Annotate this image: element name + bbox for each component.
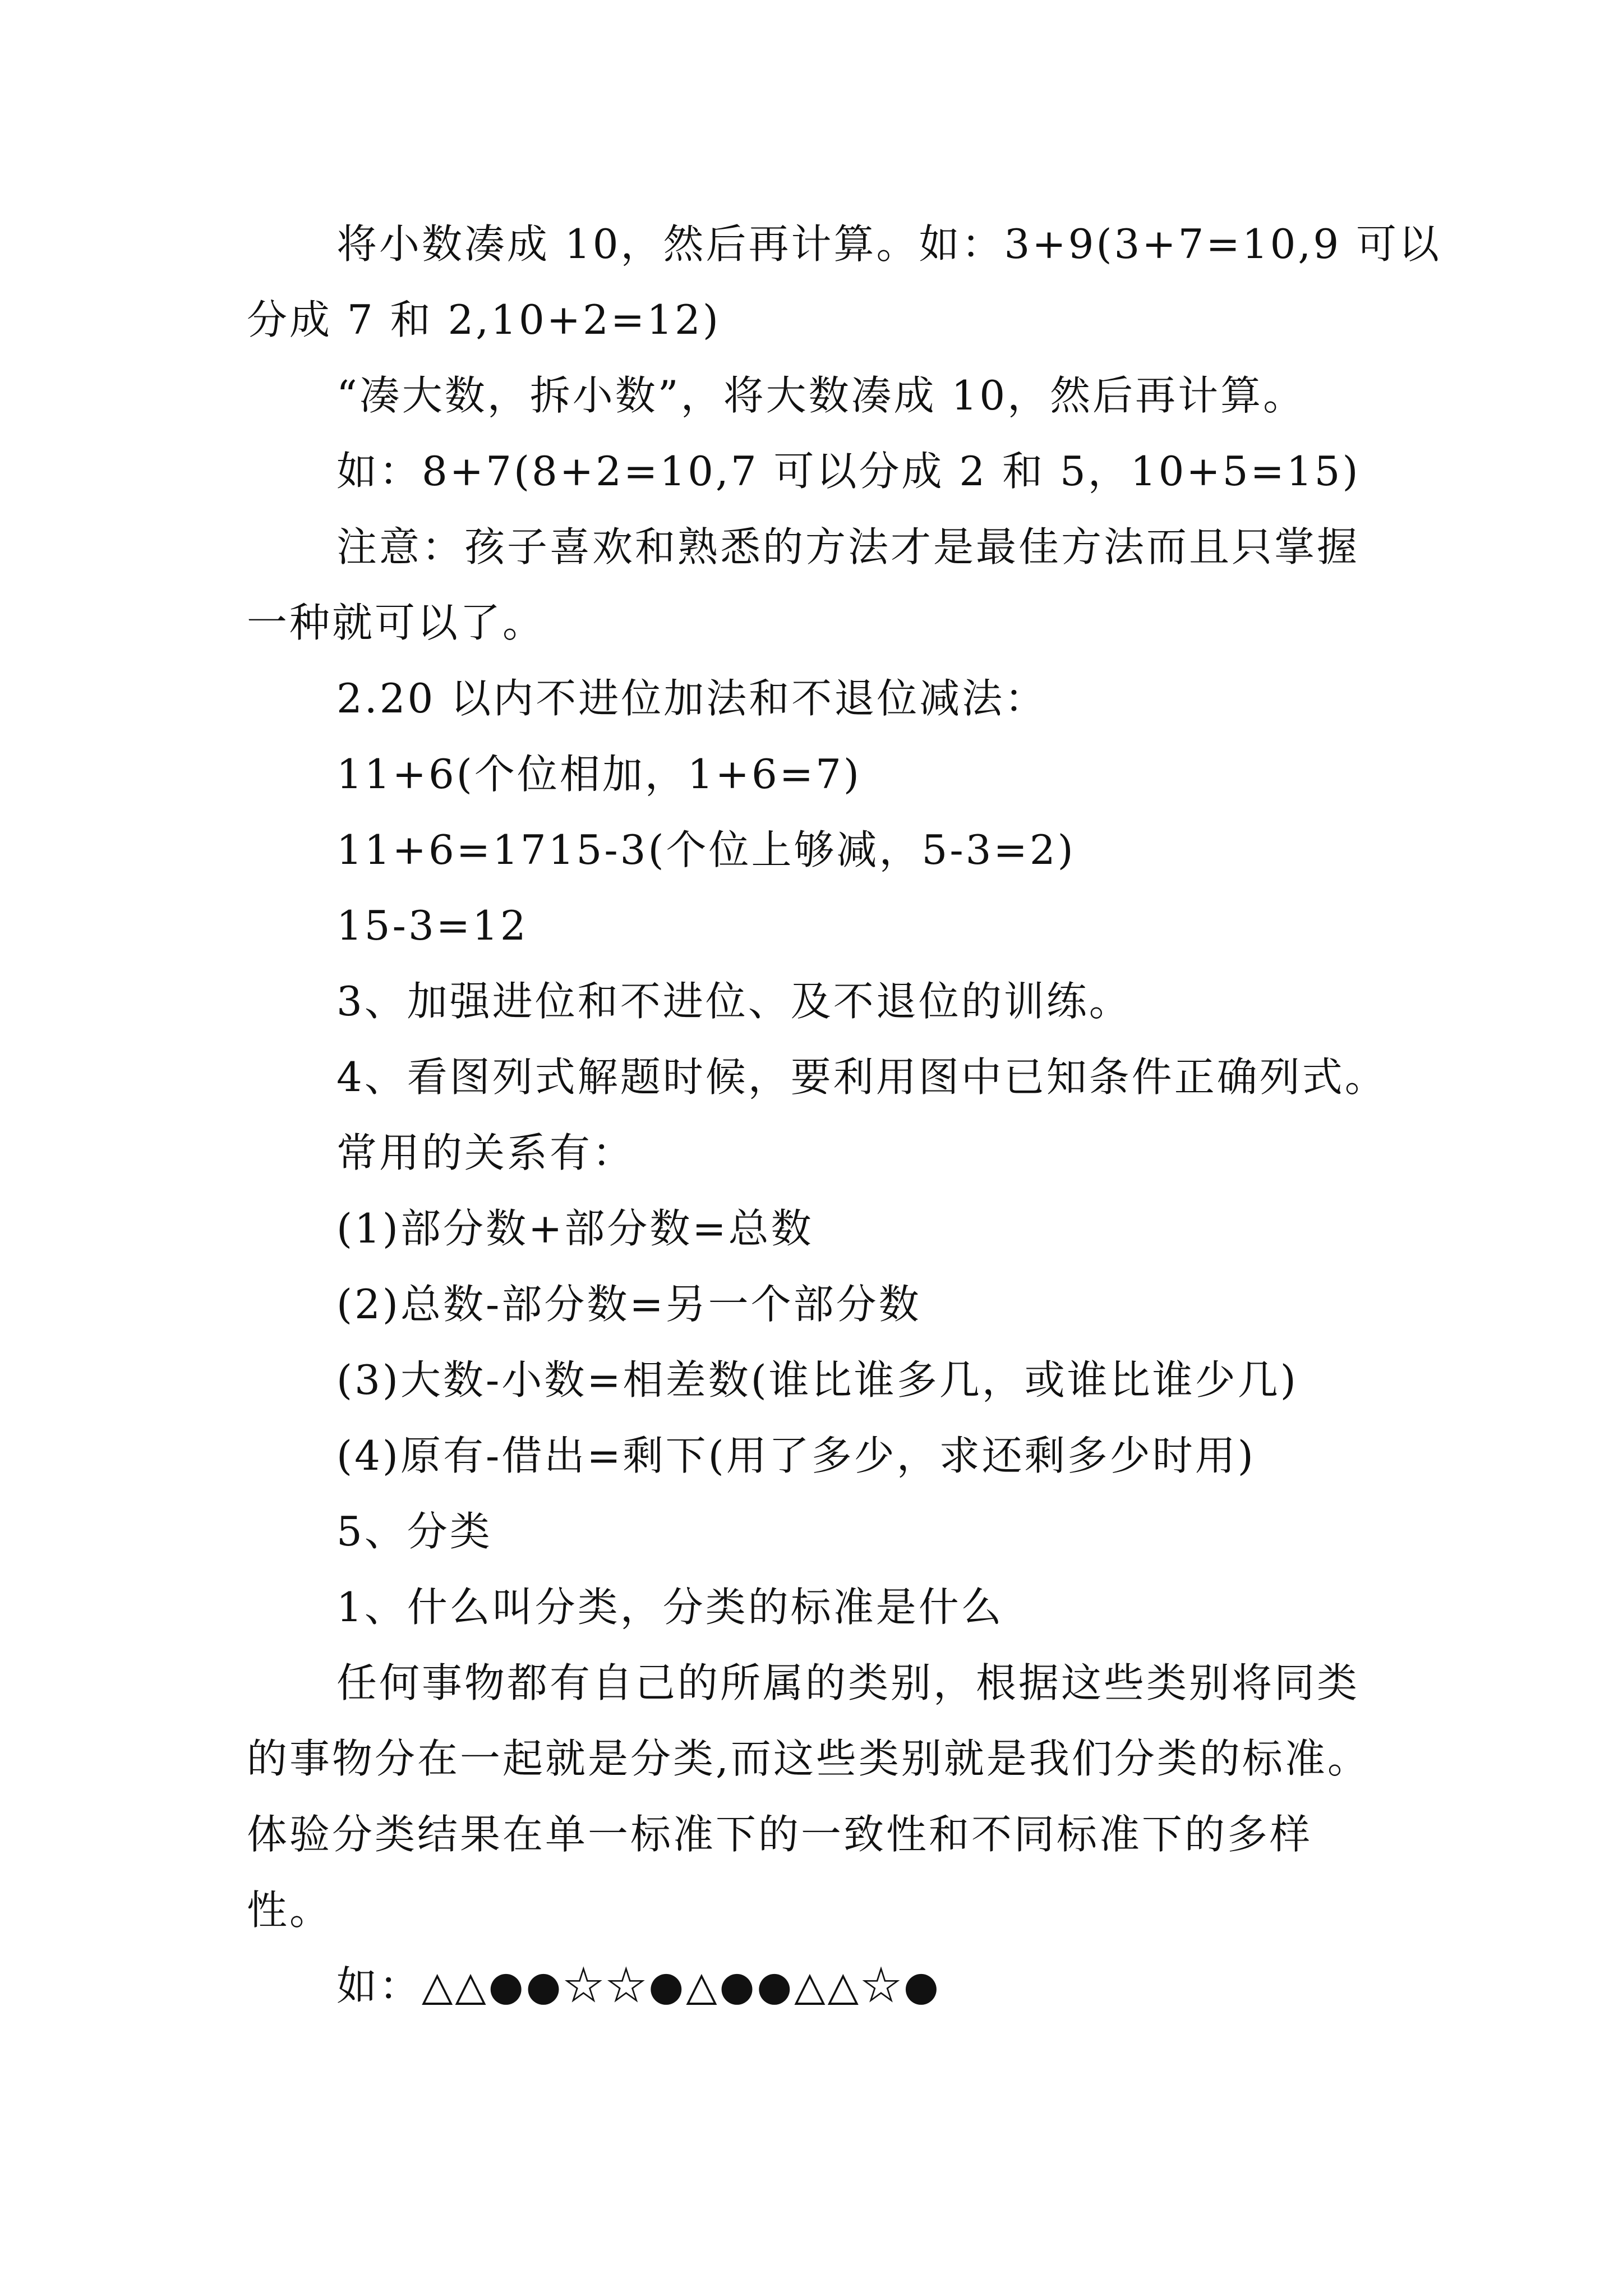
- text-line: 注意：孩子喜欢和熟悉的方法才是最佳方法而且只掌握: [336, 523, 1360, 570]
- text-line: 将小数凑成 10，然后再计算。如：3+9(3+7=10,9 可以: [336, 220, 1442, 268]
- text-line: 2.20 以内不进位加法和不退位减法：: [336, 675, 1048, 722]
- text-line: 一种就可以了。: [247, 599, 546, 646]
- text-line: 常用的关系有：: [336, 1129, 635, 1176]
- text-line: (1)部分数+部分数=总数: [336, 1205, 814, 1252]
- text-line: “凑大数，拆小数”，将大数凑成 10，然后再计算。: [336, 372, 1306, 419]
- text-line: 11+6(个位相加，1+6=7): [336, 751, 862, 798]
- text-line: 任何事物都有自己的所属的类别，根据这些类别将同类: [336, 1659, 1360, 1706]
- text-line: 的事物分在一起就是分类,而这些类别就是我们分类的标准。: [247, 1735, 1370, 1782]
- text-line: 1、什么叫分类，分类的标准是什么: [336, 1584, 1004, 1631]
- text-line: 5、分类: [336, 1508, 492, 1555]
- text-line: 性。: [247, 1887, 333, 1934]
- text-line: (3)大数-小数=相差数(谁比谁多几，或谁比谁少几): [336, 1356, 1298, 1404]
- text-line: 分成 7 和 2,10+2=12): [247, 296, 721, 343]
- text-line: (2)总数-部分数=另一个部分数: [336, 1281, 921, 1328]
- text-line: 11+6=1715-3(个位上够减，5-3=2): [336, 826, 1076, 873]
- text-line: 15-3=12: [336, 902, 528, 949]
- text-line: 体验分类结果在单一标准下的一致性和不同标准下的多样: [247, 1811, 1313, 1858]
- text-line: 如：△△●●☆☆●△●●△△☆●: [336, 1962, 941, 2009]
- text-line: 3、加强进位和不进位、及不退位的训练。: [336, 978, 1132, 1025]
- text-line: (4)原有-借出=剩下(用了多少，求还剩多少时用): [336, 1432, 1256, 1479]
- text-line: 4、看图列式解题时候，要利用图中已知条件正确列式。: [336, 1053, 1387, 1101]
- text-line: 如：8+7(8+2=10,7 可以分成 2 和 5，10+5=15): [336, 448, 1361, 495]
